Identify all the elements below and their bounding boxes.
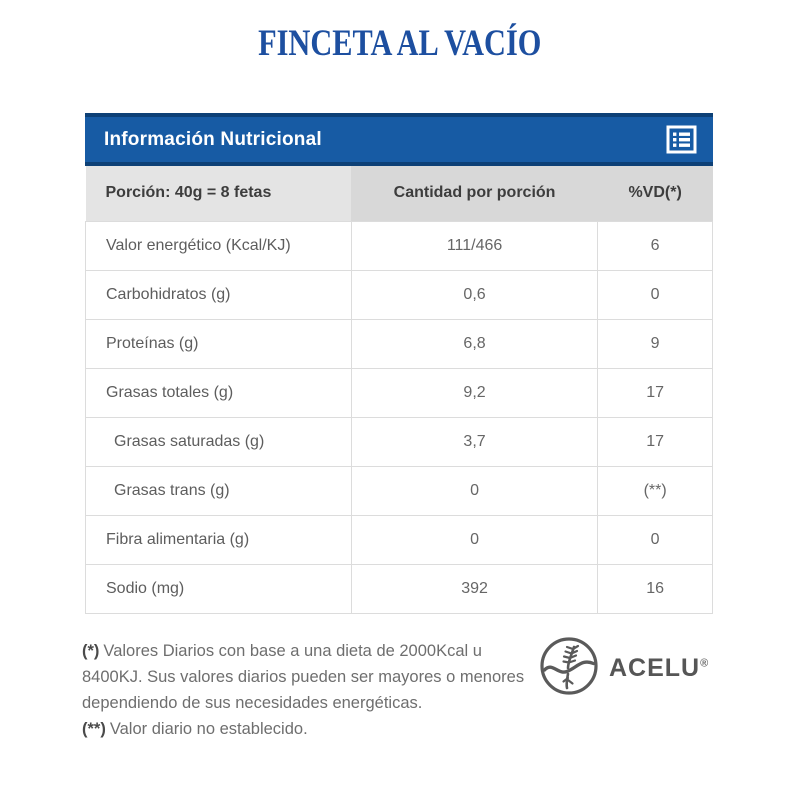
column-header-vd: %VD(*) bbox=[598, 166, 713, 221]
nutrient-label: Carbohidratos (g) bbox=[86, 270, 352, 319]
nutrient-vd: 16 bbox=[598, 564, 713, 613]
nutrient-label: Grasas trans (g) bbox=[86, 466, 352, 515]
nutrient-label: Fibra alimentaria (g) bbox=[86, 515, 352, 564]
table-row bbox=[86, 564, 713, 613]
page-title-wrap bbox=[0, 22, 800, 65]
footnote-text: Valores Diarios con base a una dieta de 2000Kcal u 8400KJ. Sus valores diarios pueden ser mayores o menores dependiendo de sus necesidades energéticas. bbox=[82, 642, 525, 712]
crossed-grain-icon bbox=[538, 634, 600, 703]
nutrient-vd: (**) bbox=[598, 466, 713, 515]
nutrient-amount: 0 bbox=[351, 515, 597, 564]
nutrient-label: Grasas saturadas (g) bbox=[86, 417, 352, 466]
registered-mark: ® bbox=[700, 657, 710, 670]
list-icon bbox=[666, 125, 697, 154]
logo-text: ACELU® bbox=[609, 654, 710, 682]
nutrient-vd: 9 bbox=[598, 319, 713, 368]
nutrient-label: Valor energético (Kcal/KJ) bbox=[86, 221, 352, 270]
nutrient-vd: 17 bbox=[598, 368, 713, 417]
footnote-not-established bbox=[82, 716, 544, 742]
nutrient-amount: 111/466 bbox=[351, 221, 597, 270]
nutrient-vd: 0 bbox=[598, 270, 713, 319]
table-row bbox=[86, 417, 713, 466]
acelu-logo bbox=[538, 634, 709, 703]
nutrient-amount: 0 bbox=[351, 466, 597, 515]
table-header-row bbox=[86, 166, 713, 221]
footnote-daily-values bbox=[82, 638, 544, 716]
footnote-text: Valor diario no establecido. bbox=[109, 720, 308, 738]
table-row bbox=[86, 515, 713, 564]
nutrition-panel-header bbox=[85, 113, 713, 166]
page-title: FINCETA AL VACÍO bbox=[258, 23, 542, 64]
table-row bbox=[86, 221, 713, 270]
nutrient-label: Sodio (mg) bbox=[86, 564, 352, 613]
nutrition-panel-title: Información Nutricional bbox=[104, 128, 322, 150]
nutrient-amount: 6,8 bbox=[351, 319, 597, 368]
footnote-marker: (*) bbox=[82, 642, 100, 660]
nutrient-amount: 0,6 bbox=[351, 270, 597, 319]
nutrient-vd: 0 bbox=[598, 515, 713, 564]
footnote-marker: (**) bbox=[82, 720, 106, 738]
nutrient-amount: 3,7 bbox=[351, 417, 597, 466]
table-row bbox=[86, 368, 713, 417]
table-row bbox=[86, 466, 713, 515]
footnotes bbox=[82, 638, 544, 742]
nutrient-label: Proteínas (g) bbox=[86, 319, 352, 368]
table-row bbox=[86, 270, 713, 319]
nutrient-vd: 17 bbox=[598, 417, 713, 466]
nutrient-vd: 6 bbox=[598, 221, 713, 270]
column-header-portion: Porción: 40g = 8 fetas bbox=[86, 166, 352, 221]
nutrient-label: Grasas totales (g) bbox=[86, 368, 352, 417]
table-row bbox=[86, 319, 713, 368]
nutrient-amount: 9,2 bbox=[351, 368, 597, 417]
nutrition-panel bbox=[85, 113, 713, 614]
nutrient-amount: 392 bbox=[351, 564, 597, 613]
column-header-amount: Cantidad por porción bbox=[351, 166, 597, 221]
nutrition-table bbox=[85, 166, 713, 614]
